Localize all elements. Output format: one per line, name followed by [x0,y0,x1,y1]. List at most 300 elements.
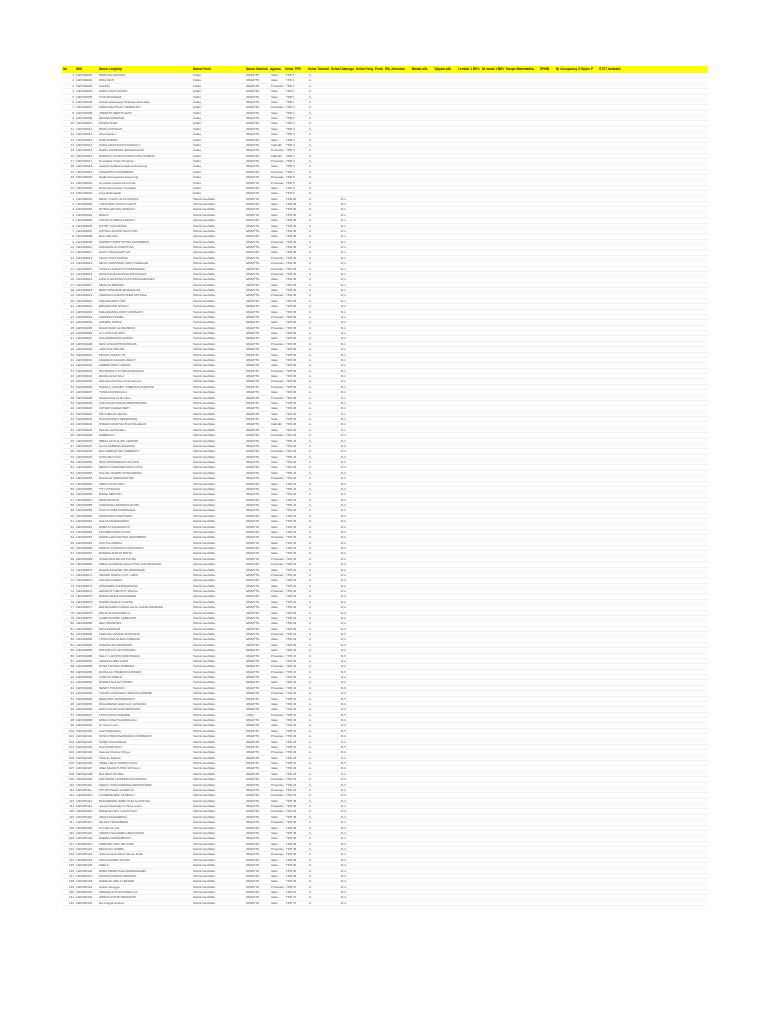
cell-sek[interactable]: SMA/PTN [246,304,260,309]
cell-tpr[interactable]: TPR 4 [286,169,295,174]
cell-tpr[interactable]: TPR 36 [286,347,297,352]
cell-name[interactable]: NADIRA DALMA TOMFA [99,680,133,685]
cell-tut[interactable]: A [309,879,312,884]
cell-prodi[interactable]: Fisika [193,105,201,110]
cell-sek[interactable]: SMA/PTN [246,245,260,249]
header-no[interactable]: No [63,67,68,71]
cell-dal[interactable]: D-2 [341,492,346,497]
cell-tut[interactable]: A [309,761,312,765]
cell-sek[interactable]: SMA/PTN [246,89,260,94]
cell-no[interactable]: 125 [68,863,74,868]
cell-dal[interactable]: D-1 [341,202,346,206]
cell-name[interactable]: DEWI RA LESTARI [99,73,125,77]
cell-tpr[interactable]: TPR 36 [286,357,297,362]
cell-prodi[interactable]: Fisika [193,175,201,180]
cell-no[interactable]: 2 [72,78,74,83]
cell-nim[interactable]: 1115300122 [76,847,93,851]
cell-agama[interactable]: Islam [271,503,279,507]
cell-nim[interactable]: 1115300098 [76,718,93,722]
cell-dal[interactable]: D-1 [341,277,346,282]
cell-name[interactable]: ASTERI RAHMA WETI [99,406,130,411]
cell-no[interactable]: 60 [70,513,74,518]
cell-agama[interactable]: Islam [271,578,279,583]
cell-tut[interactable]: A [309,374,312,378]
cell-nim[interactable]: 1115100017 [76,159,93,163]
cell-tpr[interactable]: TPR 34 [286,637,297,642]
cell-dal[interactable]: D-2 [341,443,346,448]
cell-sek[interactable]: SMA/PTN [246,449,260,454]
cell-name[interactable]: ANDOL PASA ANDINDA SEMUTANWA [99,782,152,787]
cell-tut[interactable]: A [309,583,312,588]
cell-agama[interactable]: Islam [271,890,279,894]
cell-dal[interactable]: D-3 [341,734,346,739]
cell-nim[interactable]: 1115300037 [76,390,93,395]
cell-nim[interactable]: 1115300068 [76,556,93,561]
cell-dal[interactable]: D-4 [341,879,346,884]
cell-name[interactable]: RIZKIA AL PRAMUDYA RIMADI [99,669,142,674]
cell-name[interactable]: MUHAMMAD HABIL NUR ALANSYAH [99,798,151,803]
cell-tut[interactable]: A [309,417,312,421]
cell-nim[interactable]: 1115100011 [76,126,93,131]
cell-sek[interactable]: SMA/PTN [246,331,260,335]
cell-no[interactable]: 6 [72,223,74,228]
cell-prodi[interactable]: Fisika [193,159,201,163]
cell-name[interactable]: AKMAIKI MAVIIA [99,320,122,325]
cell-tpr[interactable]: TPR 32 [286,546,297,550]
cell-agama[interactable]: Protestan [271,384,284,389]
cell-agama[interactable]: Islam [271,191,279,196]
cell-nim[interactable]: 1115300045 [76,433,93,438]
cell-agama[interactable]: Islam [271,637,279,642]
cell-sek[interactable]: SMA/PTN [246,234,260,239]
cell-prodi[interactable]: Teknik Geofisika [193,379,215,384]
cell-agama[interactable]: Protestan [271,664,284,669]
cell-prodi[interactable]: Teknik Geofisika [193,417,215,421]
cell-nim[interactable]: 1115300095 [76,701,93,706]
cell-tpr[interactable]: TPR 1 [286,83,295,88]
cell-tpr[interactable]: TPR 32 [286,529,297,534]
cell-sek[interactable]: SMA/PTN [246,658,260,663]
cell-name[interactable]: IRLAKTI SIHOMBING [99,820,129,825]
cell-nim[interactable]: 1115300104 [76,750,93,755]
cell-name[interactable]: M. Ihsan Imam [99,723,119,728]
cell-no[interactable]: 21 [70,180,74,185]
cell-tpr[interactable]: TPR 2 [286,110,295,115]
header-nama1[interactable]: Nl nama 1 BEV [482,67,505,71]
cell-no[interactable]: 28 [70,341,74,346]
cell-tut[interactable]: A [309,680,312,685]
header-ipa[interactable]: IPA Jenisdua [385,67,405,71]
cell-prodi[interactable]: Fisika [193,185,201,190]
cell-sek[interactable]: SMA/PTN [246,718,260,722]
cell-agama[interactable]: Islam [271,766,279,771]
cell-sek[interactable]: SMA/PTN [246,282,260,287]
cell-sek[interactable]: SMA/PTN [246,164,260,169]
cell-agama[interactable]: Islam [271,132,279,137]
cell-prodi[interactable]: Teknik Geofisika [193,873,215,878]
cell-name[interactable]: JONATHAN MILAN PUTRA [99,556,136,561]
cell-tut[interactable]: A [309,331,312,335]
cell-no[interactable]: 25 [70,325,74,330]
cell-prodi[interactable]: Teknik Geofisika [193,443,215,448]
cell-tpr[interactable]: TPR 5 [286,191,295,196]
cell-nim[interactable]: 1115300075 [76,594,93,599]
cell-dal[interactable]: D-1 [341,196,346,201]
cell-tut[interactable]: A [309,572,312,577]
cell-name[interactable]: DENALDA PURBA [99,847,125,851]
cell-prodi[interactable]: Teknik Geofisika [193,551,215,556]
cell-name[interactable]: TAHIT KAKA SITANG [99,255,128,260]
cell-tut[interactable]: A [309,648,312,653]
cell-tpr[interactable]: TPR 32 [286,535,297,540]
cell-nim[interactable]: 1115300100 [76,728,93,733]
cell-prodi[interactable]: Teknik Geofisika [193,653,215,658]
cell-agama[interactable]: Islam [271,814,279,819]
cell-sek[interactable]: SMA/PTN [246,626,260,631]
cell-sek[interactable]: SMA/PTN [246,266,260,271]
cell-tut[interactable]: A [309,368,312,373]
cell-name[interactable]: DITRIA HIDUNG WADAKA [99,207,136,212]
cell-sek[interactable]: SMA/PTN [246,610,260,615]
cell-no[interactable]: 104 [68,750,74,755]
cell-tpr[interactable]: TPR 32 [286,465,297,470]
cell-sek[interactable]: SMA/PTN [246,857,260,862]
cell-sek[interactable]: SMA/PTN [246,599,260,604]
cell-tut[interactable]: A [309,621,312,626]
cell-dal[interactable]: D-3 [341,761,346,765]
cell-sek[interactable]: SMA/PTN [246,486,260,491]
cell-prodi[interactable]: Teknik Geofisika [193,341,215,346]
cell-no[interactable]: 20 [70,298,74,303]
cell-tut[interactable]: A [309,610,312,615]
cell-no[interactable]: 88 [70,664,74,669]
cell-no[interactable]: 4 [72,212,74,217]
cell-tut[interactable]: A [309,320,312,325]
cell-agama[interactable]: Islam [271,798,279,803]
cell-agama[interactable]: Islam [271,723,279,728]
cell-tut[interactable]: A [309,153,312,158]
cell-dal[interactable]: D-2 [341,594,346,599]
cell-tpr[interactable]: TPR 36 [286,390,297,395]
cell-tut[interactable]: A [309,443,312,448]
header-dialongo[interactable]: Kelas Dialongo [331,67,355,71]
cell-name[interactable]: HAKIT FIKAM ARTI ATI [99,250,131,255]
cell-tpr[interactable]: TPR 32 [286,486,297,491]
cell-agama[interactable]: Islam [271,438,279,443]
cell-no[interactable]: 33 [70,368,74,373]
cell-no[interactable]: 52 [70,470,74,475]
cell-agama[interactable]: Islam [271,707,279,712]
cell-name[interactable]: FACHRAYADINI & ANA [99,529,131,534]
cell-nim[interactable]: 1115100013 [76,137,93,142]
table-row[interactable] [62,901,708,906]
cell-no[interactable]: 73 [70,583,74,588]
cell-no[interactable]: 63 [70,529,74,534]
cell-agama[interactable]: Protestan [271,395,284,400]
cell-name[interactable]: KALANGRI DUH [99,744,122,749]
cell-agama[interactable]: Islam [271,599,279,604]
cell-sek[interactable]: SMA/PTN [246,648,260,653]
cell-agama[interactable]: Protestan [271,341,284,346]
cell-agama[interactable]: Protestan [271,852,284,857]
cell-prodi[interactable]: Teknik Geofisika [193,879,215,884]
cell-tpr[interactable]: TPR 32 [286,551,297,556]
cell-sek[interactable]: SMA/PTN [246,298,260,303]
cell-agama[interactable]: Protestan [271,476,284,481]
cell-prodi[interactable]: Teknik Geofisika [193,293,215,298]
cell-sek[interactable]: SMA/PTN [246,841,260,846]
cell-agama[interactable]: Islam [271,196,279,201]
cell-prodi[interactable]: Teknik Geofisika [193,347,215,352]
cell-sek[interactable]: SMA/PTN [246,212,260,217]
cell-tut[interactable]: A [309,820,312,825]
cell-prodi[interactable]: Teknik Geofisika [193,890,215,894]
cell-sek[interactable]: SMA/PTN [246,395,260,400]
cell-nim[interactable]: 1115300084 [76,642,93,647]
cell-tpr[interactable]: TPR 37 [286,890,297,894]
cell-sek[interactable]: SMA/PTN [246,169,260,174]
cell-name[interactable]: RIZKI OKSUSAN [99,126,123,131]
cell-nim[interactable]: 1115300012 [76,255,93,260]
cell-prodi[interactable]: Teknik Geofisika [193,642,215,647]
cell-prodi[interactable]: Teknik Geofisika [193,637,215,642]
cell-nim[interactable]: 1115300108 [76,771,93,776]
cell-dal[interactable]: D-2 [341,529,346,534]
cell-agama[interactable]: Protestan [271,175,284,180]
cell-tut[interactable]: A [309,825,312,830]
cell-name[interactable]: VALENTINA SIHOMBING [99,169,134,174]
cell-tut[interactable]: A [309,492,312,497]
cell-nim[interactable]: 1115300030 [76,352,93,357]
cell-dal[interactable]: D-1 [341,347,346,352]
cell-dal[interactable]: D-3 [341,642,346,647]
cell-nim[interactable]: 1115300063 [76,529,93,534]
cell-tut[interactable]: A [309,309,312,314]
cell-name[interactable]: NADIRA RAZLA SYAFIQI [99,599,133,604]
cell-dal[interactable]: D-4 [341,809,346,814]
cell-no[interactable]: 74 [70,589,74,593]
cell-no[interactable]: 102 [68,739,74,744]
cell-tpr[interactable]: TPR 3 [286,148,295,153]
cell-name[interactable]: BINDA SEPTIAN [99,492,122,497]
cell-no[interactable]: 66 [70,546,74,550]
cell-sek[interactable]: SMA/PTN [246,766,260,771]
cell-tpr[interactable]: TPR 36 [286,228,297,233]
cell-prodi[interactable]: Teknik Geofisika [193,255,215,260]
cell-tut[interactable]: A [309,78,312,83]
cell-sek[interactable]: SMA/PTN [246,277,260,282]
cell-tut[interactable]: A [309,524,312,529]
cell-tut[interactable]: A [309,185,312,190]
cell-sek[interactable]: SMA/PTN [246,825,260,830]
cell-prodi[interactable]: Teknik Geofisika [193,594,215,599]
cell-tut[interactable]: A [309,777,312,782]
cell-tut[interactable]: A [309,658,312,663]
cell-nim[interactable]: 1115300025 [76,325,93,330]
cell-nim[interactable]: 1115300017 [76,282,93,287]
cell-tpr[interactable]: TPR 34 [286,664,297,669]
cell-dal[interactable]: D-1 [341,336,346,341]
cell-prodi[interactable]: Teknik Geofisika [193,529,215,534]
cell-tut[interactable]: A [309,900,312,905]
cell-dal[interactable]: D-1 [341,427,346,432]
cell-agama[interactable]: Islam [271,873,279,878]
cell-agama[interactable]: Islam [271,739,279,744]
cell-tpr[interactable]: TPR 34 [286,696,297,701]
cell-name[interactable]: AFIKA ANASTASIYA MANALU [99,142,140,147]
cell-dal[interactable]: D-2 [341,465,346,470]
cell-no[interactable]: 110 [69,782,74,787]
cell-nim[interactable]: 1115300071 [76,572,93,577]
cell-nim[interactable]: 1115300061 [76,519,93,524]
cell-nim[interactable]: 1115300101 [76,734,93,739]
cell-prodi[interactable]: Teknik Geofisika [193,503,215,507]
cell-tut[interactable]: A [309,363,312,368]
cell-tut[interactable]: A [309,223,312,228]
cell-tut[interactable]: A [309,470,312,475]
cell-name[interactable]: PUTRI YULIA RIZKA [99,223,127,228]
cell-agama[interactable]: Islam [271,245,279,249]
cell-dal[interactable]: D-1 [341,411,346,416]
cell-prodi[interactable]: Teknik Geofisika [193,535,215,540]
cell-name[interactable]: RIA MARDU LIA SIPUHORANAS [99,368,144,373]
cell-nim[interactable]: 1115300049 [76,454,93,459]
cell-nim[interactable]: 1115300073 [76,583,93,588]
cell-dal[interactable]: D-2 [341,567,346,572]
cell-prodi[interactable]: Teknik Geofisika [193,718,215,722]
cell-nim[interactable]: 1115300128 [76,879,93,884]
cell-no[interactable]: 45 [70,433,74,438]
cell-nim[interactable]: 1115300054 [76,481,93,486]
cell-prodi[interactable]: Teknik Geofisika [193,761,215,765]
cell-prodi[interactable]: Teknik Geofisika [193,454,215,459]
cell-tpr[interactable]: TPR 36 [286,809,297,814]
header-tutorial[interactable]: Kelas Tutorial [308,67,329,71]
cell-tpr[interactable]: TPR 36 [286,820,297,825]
cell-prodi[interactable]: Teknik Geofisika [193,470,215,475]
cell-agama[interactable]: Islam [271,126,279,131]
cell-dal[interactable]: D-3 [341,658,346,663]
cell-agama[interactable]: Islam [271,701,279,706]
cell-no[interactable]: 132 [68,900,74,905]
cell-no[interactable]: 129 [68,884,74,889]
cell-name[interactable]: VIRIETTA MEPITA AMUI [99,110,132,115]
cell-name[interactable]: MAMRITYOSIN PUTRA SIHOMBING [99,239,150,244]
cell-name[interactable]: ANAHIDA ZAHARA WAHYI [99,357,136,362]
cell-nim[interactable]: 1115100005 [76,94,93,99]
cell-nim[interactable]: 1115300028 [76,341,93,346]
cell-sek[interactable]: SMA/PTN [246,734,260,739]
cell-no[interactable]: 9 [72,116,74,120]
cell-sek[interactable]: SMA/PTN [246,798,260,803]
cell-prodi[interactable]: Teknik Geofisika [193,895,215,900]
cell-agama[interactable]: Islam [271,879,279,884]
cell-nim[interactable]: 1115300066 [76,546,93,550]
cell-agama[interactable]: Islam [271,626,279,631]
cell-tut[interactable]: A [309,347,312,352]
cell-nim[interactable]: 1115300126 [76,868,93,873]
cell-name[interactable]: NICOLAS SIMANJUNTAK [99,476,134,481]
cell-no[interactable]: 107 [68,766,74,771]
cell-dal[interactable]: D-1 [341,325,346,330]
cell-name[interactable]: Imah Mahandira [99,728,121,733]
cell-tpr[interactable]: TPR 34 [286,685,297,690]
cell-sek[interactable]: SMA/PTN [246,159,260,163]
cell-tpr[interactable]: TPR 36 [286,202,297,206]
cell-agama[interactable]: Protestan [271,685,284,690]
cell-prodi[interactable]: Teknik Geofisika [193,481,215,486]
cell-sek[interactable]: SMA/PTN [246,126,260,131]
cell-tut[interactable]: A [309,481,312,486]
cell-prodi[interactable]: Teknik Geofisika [193,739,215,744]
cell-tut[interactable]: A [309,148,312,153]
cell-no[interactable]: 9 [72,239,74,244]
cell-agama[interactable]: Islam [271,615,279,620]
cell-name[interactable]: ARIA RAHSDA PUTRA [99,857,131,862]
cell-dal[interactable]: D-2 [341,556,346,561]
cell-no[interactable]: 123 [68,852,74,857]
cell-prodi[interactable]: Teknik Geofisika [193,658,215,663]
cell-prodi[interactable]: Teknik Geofisika [193,852,215,857]
cell-no[interactable]: 95 [70,701,74,706]
cell-agama[interactable]: Islam [271,895,279,900]
cell-tpr[interactable]: TPR 4 [286,164,295,169]
cell-sek[interactable]: SMA/PTN [246,847,260,851]
cell-prodi[interactable]: Teknik Geofisika [193,809,215,814]
cell-agama[interactable]: Islam [271,594,279,599]
cell-name[interactable]: Vina Indriani [99,132,116,137]
cell-prodi[interactable]: Fisika [193,89,201,94]
cell-name[interactable]: RISA LESTIA NUR ERMANITA [99,707,141,712]
cell-sek[interactable]: SMA/PTN [246,782,260,787]
cell-tpr[interactable]: TPR 36 [286,271,297,276]
cell-sek[interactable]: SMA/PTN [246,830,260,835]
cell-no[interactable]: 128 [68,879,74,884]
cell-tpr[interactable]: TPR 3 [286,132,295,137]
cell-no[interactable]: 12 [70,132,74,137]
cell-no[interactable]: 18 [70,288,74,292]
cell-tut[interactable]: A [309,857,312,862]
cell-dal[interactable]: D-3 [341,723,346,728]
cell-nim[interactable]: 1115100021 [76,180,93,185]
cell-name[interactable]: Tirda de Dahara [99,755,121,760]
cell-no[interactable]: 15 [70,271,74,276]
cell-no[interactable]: 1 [72,196,74,201]
cell-nim[interactable]: 1115300074 [76,589,93,593]
cell-dal[interactable]: D-1 [341,309,346,314]
cell-tut[interactable]: A [309,255,312,260]
cell-nim[interactable]: 1115300120 [76,836,93,841]
cell-prodi[interactable]: Teknik Geofisika [193,750,215,755]
cell-no[interactable]: 8 [72,110,74,115]
cell-prodi[interactable]: Teknik Geofisika [193,696,215,701]
cell-agama[interactable]: Islam [271,228,279,233]
cell-prodi[interactable]: Teknik Geofisika [193,701,215,706]
cell-name[interactable]: Nadia Rosmawita Hutetorang [99,175,139,180]
cell-tpr[interactable]: TPR 36 [286,384,297,389]
cell-nim[interactable]: 1115300105 [76,755,93,760]
cell-agama[interactable]: Katholik [271,153,282,158]
cell-no[interactable]: 58 [70,503,74,507]
cell-nim[interactable]: 1115300118 [76,825,93,830]
cell-dal[interactable]: D-2 [341,486,346,491]
cell-prodi[interactable]: Teknik Geofisika [193,422,215,427]
cell-dal[interactable]: D-3 [341,701,346,706]
cell-prodi[interactable]: Teknik Geofisika [193,540,215,545]
cell-tpr[interactable]: TPR 34 [286,739,297,744]
cell-agama[interactable]: Islam [271,868,279,873]
cell-no[interactable]: 91 [70,680,74,685]
